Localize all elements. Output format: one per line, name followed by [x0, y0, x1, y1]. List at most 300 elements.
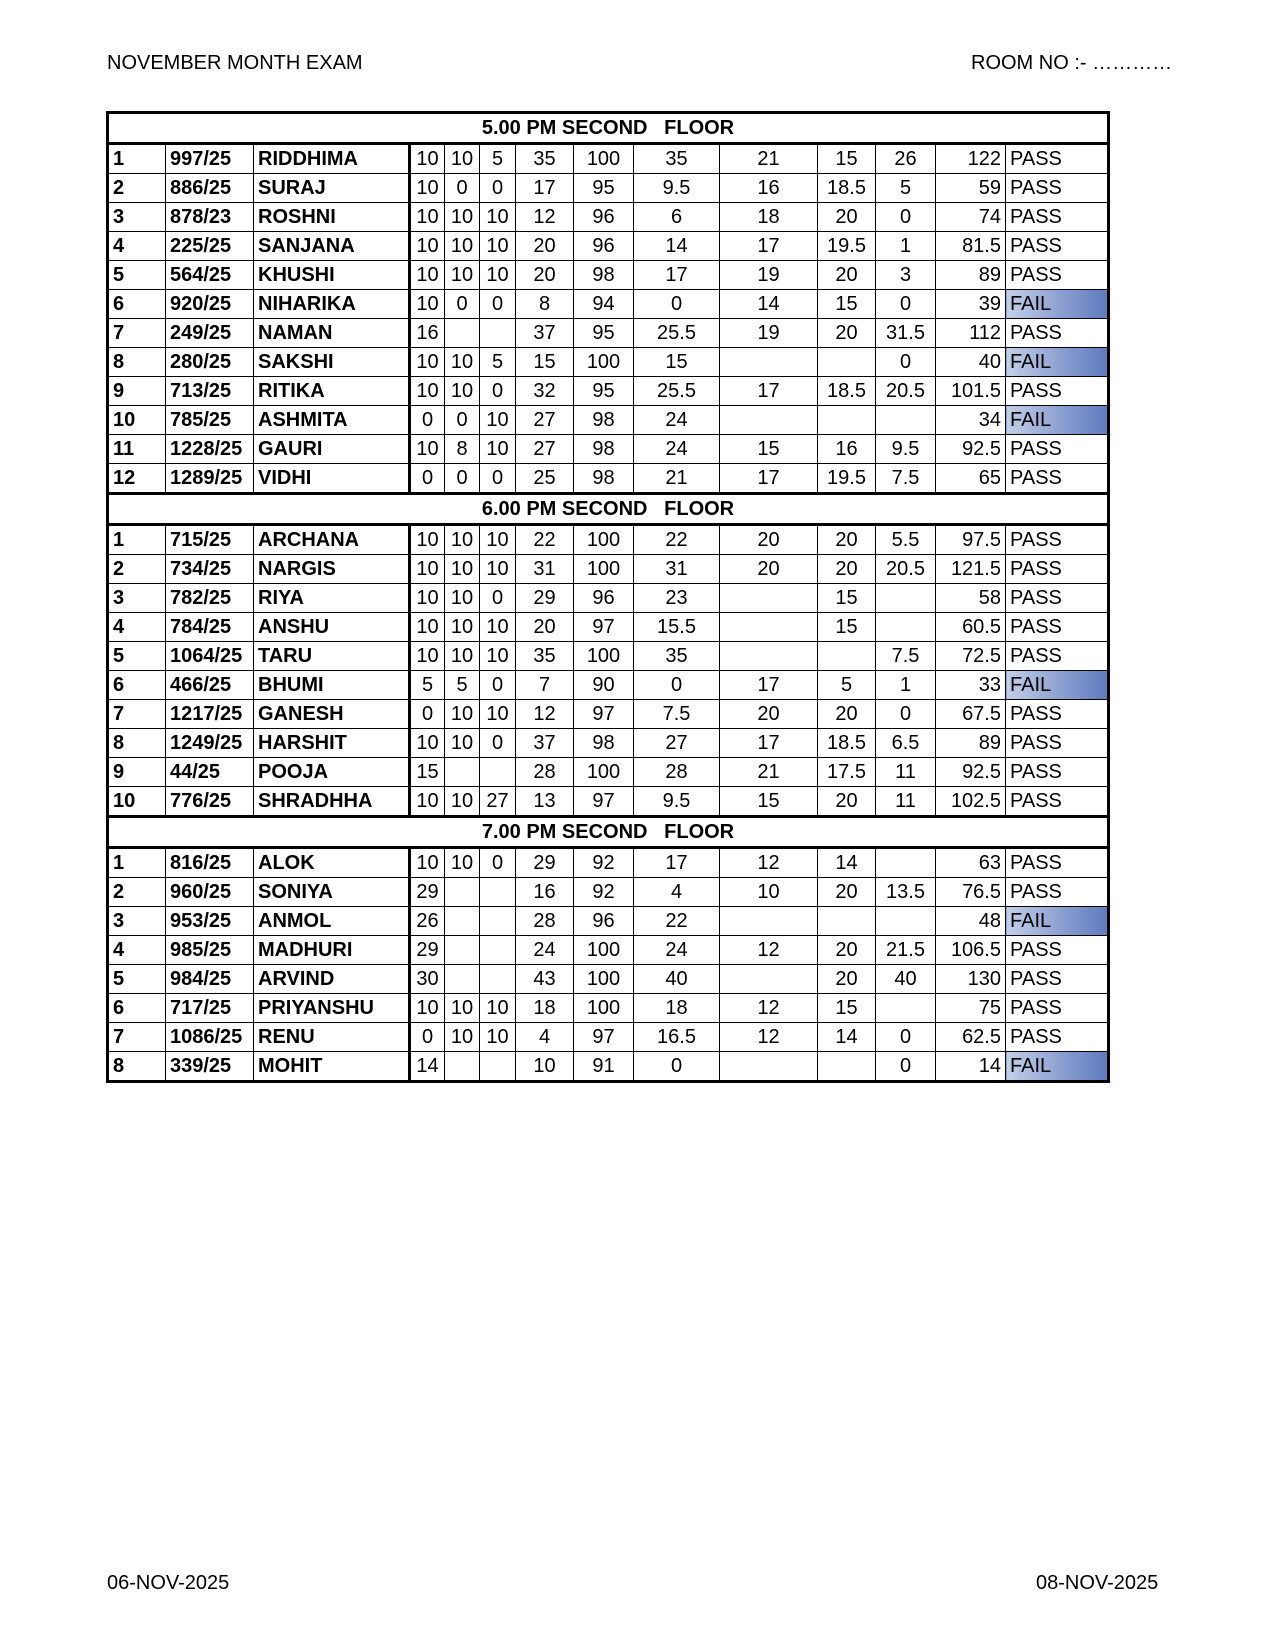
mark-7-cell: 10	[720, 878, 818, 907]
mark-5-cell: 96	[574, 232, 634, 261]
mark-7-cell	[720, 613, 818, 642]
mark-5-cell: 100	[574, 555, 634, 584]
mark-1-cell: 10	[410, 203, 445, 232]
mark-2-cell: 10	[445, 613, 480, 642]
mark-4-cell: 18	[516, 994, 574, 1023]
roll-no-cell: 249/25	[166, 319, 254, 348]
roll-no-cell: 776/25	[166, 787, 254, 817]
result-cell: PASS	[1006, 758, 1109, 787]
roll-no-cell: 717/25	[166, 994, 254, 1023]
mark-7-cell: 12	[720, 848, 818, 878]
mark-6-cell: 24	[634, 406, 720, 435]
table-row	[108, 464, 1109, 494]
student-name-cell: ARCHANA	[254, 525, 410, 555]
mark-6-cell: 35	[634, 144, 720, 174]
table-row	[108, 377, 1109, 406]
roll-no-cell: 1086/25	[166, 1023, 254, 1052]
mark-3-cell: 0	[480, 464, 516, 494]
mark-7-cell: 17	[720, 377, 818, 406]
roll-no-cell: 1289/25	[166, 464, 254, 494]
mark-1-cell: 0	[410, 1023, 445, 1052]
mark-8-cell: 18.5	[818, 729, 876, 758]
mark-5-cell: 96	[574, 203, 634, 232]
mark-9-cell: 5.5	[876, 525, 936, 555]
roll-no-cell: 280/25	[166, 348, 254, 377]
mark-4-cell: 32	[516, 377, 574, 406]
table-row	[108, 1052, 1109, 1082]
mark-4-cell: 29	[516, 584, 574, 613]
mark-4-cell: 25	[516, 464, 574, 494]
mark-6-cell: 9.5	[634, 787, 720, 817]
mark-1-cell: 29	[410, 878, 445, 907]
serial-cell: 7	[108, 700, 166, 729]
result-cell: FAIL	[1006, 406, 1109, 435]
mark-9-cell: 31.5	[876, 319, 936, 348]
mark-5-cell: 100	[574, 936, 634, 965]
result-cell: PASS	[1006, 700, 1109, 729]
table-row	[108, 525, 1109, 555]
mark-1-cell: 10	[410, 377, 445, 406]
student-name-cell: HARSHIT	[254, 729, 410, 758]
mark-5-cell: 98	[574, 729, 634, 758]
table-row	[108, 965, 1109, 994]
mark-4-cell: 7	[516, 671, 574, 700]
table-row	[108, 700, 1109, 729]
mark-8-cell: 16	[818, 435, 876, 464]
mark-4-cell: 22	[516, 525, 574, 555]
mark-3-cell: 27	[480, 787, 516, 817]
mark-1-cell: 10	[410, 144, 445, 174]
mark-5-cell: 100	[574, 965, 634, 994]
section-header-row	[108, 113, 1109, 144]
serial-cell: 6	[108, 994, 166, 1023]
student-name-cell: RIDDHIMA	[254, 144, 410, 174]
roll-no-cell: 953/25	[166, 907, 254, 936]
serial-cell: 4	[108, 936, 166, 965]
mark-7-cell	[720, 406, 818, 435]
mark-6-cell: 40	[634, 965, 720, 994]
mark-8-cell: 5	[818, 671, 876, 700]
mark-1-cell: 10	[410, 348, 445, 377]
mark-9-cell	[876, 994, 936, 1023]
mark-7-cell	[720, 1052, 818, 1082]
result-cell: PASS	[1006, 729, 1109, 758]
mark-2-cell: 10	[445, 261, 480, 290]
result-cell: PASS	[1006, 642, 1109, 671]
result-cell: PASS	[1006, 203, 1109, 232]
mark-5-cell: 100	[574, 642, 634, 671]
student-name-cell: POOJA	[254, 758, 410, 787]
mark-7-cell: 14	[720, 290, 818, 319]
mark-9-cell: 11	[876, 758, 936, 787]
mark-6-cell: 0	[634, 671, 720, 700]
mark-3-cell: 0	[480, 174, 516, 203]
student-name-cell: RITIKA	[254, 377, 410, 406]
roll-no-cell: 985/25	[166, 936, 254, 965]
total-cell: 72.5	[936, 642, 1006, 671]
mark-2-cell: 10	[445, 377, 480, 406]
start-date: 06-NOV-2025	[107, 1572, 230, 1594]
mark-3-cell	[480, 878, 516, 907]
mark-5-cell: 95	[574, 319, 634, 348]
mark-7-cell: 17	[720, 729, 818, 758]
mark-8-cell: 20	[818, 555, 876, 584]
serial-cell: 2	[108, 174, 166, 203]
mark-4-cell: 8	[516, 290, 574, 319]
total-cell: 122	[936, 144, 1006, 174]
mark-2-cell: 10	[445, 232, 480, 261]
mark-6-cell: 25.5	[634, 377, 720, 406]
mark-6-cell: 23	[634, 584, 720, 613]
total-cell: 59	[936, 174, 1006, 203]
mark-2-cell: 5	[445, 671, 480, 700]
mark-6-cell: 6	[634, 203, 720, 232]
serial-cell: 8	[108, 729, 166, 758]
mark-2-cell: 10	[445, 994, 480, 1023]
table-row	[108, 203, 1109, 232]
mark-6-cell: 7.5	[634, 700, 720, 729]
mark-1-cell: 10	[410, 174, 445, 203]
mark-4-cell: 20	[516, 613, 574, 642]
result-cell: FAIL	[1006, 290, 1109, 319]
total-cell: 40	[936, 348, 1006, 377]
mark-9-cell: 1	[876, 232, 936, 261]
roll-no-cell: 1249/25	[166, 729, 254, 758]
mark-5-cell: 100	[574, 994, 634, 1023]
total-cell: 89	[936, 729, 1006, 758]
section-title: 7.00 PM SECOND FLOOR	[108, 817, 1109, 848]
roll-no-cell: 785/25	[166, 406, 254, 435]
mark-5-cell: 97	[574, 700, 634, 729]
total-cell: 130	[936, 965, 1006, 994]
student-name-cell: SURAJ	[254, 174, 410, 203]
mark-5-cell: 91	[574, 1052, 634, 1082]
mark-4-cell: 35	[516, 642, 574, 671]
result-cell: FAIL	[1006, 671, 1109, 700]
mark-1-cell: 10	[410, 729, 445, 758]
mark-8-cell: 20	[818, 261, 876, 290]
mark-9-cell: 13.5	[876, 878, 936, 907]
total-cell: 14	[936, 1052, 1006, 1082]
total-cell: 121.5	[936, 555, 1006, 584]
mark-2-cell: 10	[445, 700, 480, 729]
mark-9-cell	[876, 584, 936, 613]
mark-4-cell: 15	[516, 348, 574, 377]
mark-2-cell: 10	[445, 848, 480, 878]
roll-no-cell: 816/25	[166, 848, 254, 878]
table-row	[108, 406, 1109, 435]
mark-7-cell	[720, 584, 818, 613]
marks-table-body	[108, 113, 1109, 1082]
serial-cell: 1	[108, 848, 166, 878]
mark-5-cell: 100	[574, 525, 634, 555]
mark-2-cell: 0	[445, 290, 480, 319]
mark-7-cell: 12	[720, 994, 818, 1023]
mark-5-cell: 90	[574, 671, 634, 700]
mark-1-cell: 10	[410, 435, 445, 464]
room-number-label: ROOM NO :- …………	[971, 52, 1173, 74]
roll-no-cell: 984/25	[166, 965, 254, 994]
total-cell: 81.5	[936, 232, 1006, 261]
mark-1-cell: 26	[410, 907, 445, 936]
student-name-cell: KHUSHI	[254, 261, 410, 290]
mark-3-cell: 5	[480, 348, 516, 377]
roll-no-cell: 878/23	[166, 203, 254, 232]
mark-4-cell: 43	[516, 965, 574, 994]
mark-6-cell: 21	[634, 464, 720, 494]
mark-9-cell	[876, 848, 936, 878]
student-name-cell: SHRADHHA	[254, 787, 410, 817]
mark-4-cell: 10	[516, 1052, 574, 1082]
mark-8-cell: 14	[818, 1023, 876, 1052]
mark-3-cell: 0	[480, 671, 516, 700]
mark-2-cell: 10	[445, 203, 480, 232]
roll-no-cell: 734/25	[166, 555, 254, 584]
mark-6-cell: 0	[634, 1052, 720, 1082]
mark-9-cell: 21.5	[876, 936, 936, 965]
table-row	[108, 848, 1109, 878]
mark-9-cell: 40	[876, 965, 936, 994]
roll-no-cell: 1228/25	[166, 435, 254, 464]
mark-2-cell: 0	[445, 406, 480, 435]
mark-4-cell: 31	[516, 555, 574, 584]
mark-9-cell: 5	[876, 174, 936, 203]
mark-8-cell: 15	[818, 613, 876, 642]
student-name-cell: BHUMI	[254, 671, 410, 700]
mark-1-cell: 10	[410, 613, 445, 642]
mark-3-cell: 0	[480, 729, 516, 758]
mark-6-cell: 17	[634, 261, 720, 290]
serial-cell: 12	[108, 464, 166, 494]
section-header-row	[108, 817, 1109, 848]
mark-9-cell: 0	[876, 1052, 936, 1082]
total-cell: 74	[936, 203, 1006, 232]
roll-no-cell: 997/25	[166, 144, 254, 174]
serial-cell: 10	[108, 787, 166, 817]
result-cell: PASS	[1006, 936, 1109, 965]
serial-cell: 3	[108, 203, 166, 232]
mark-5-cell: 98	[574, 406, 634, 435]
mark-8-cell: 15	[818, 994, 876, 1023]
mark-1-cell: 10	[410, 584, 445, 613]
serial-cell: 5	[108, 261, 166, 290]
mark-5-cell: 100	[574, 348, 634, 377]
result-cell: PASS	[1006, 878, 1109, 907]
table-row	[108, 144, 1109, 174]
roll-no-cell: 1064/25	[166, 642, 254, 671]
result-cell: PASS	[1006, 174, 1109, 203]
total-cell: 60.5	[936, 613, 1006, 642]
student-name-cell: ALOK	[254, 848, 410, 878]
mark-8-cell: 20	[818, 965, 876, 994]
mark-3-cell: 10	[480, 406, 516, 435]
mark-5-cell: 94	[574, 290, 634, 319]
mark-2-cell: 10	[445, 642, 480, 671]
roll-no-cell: 886/25	[166, 174, 254, 203]
mark-9-cell: 3	[876, 261, 936, 290]
result-cell: PASS	[1006, 319, 1109, 348]
mark-6-cell: 27	[634, 729, 720, 758]
mark-9-cell	[876, 907, 936, 936]
student-name-cell: SONIYA	[254, 878, 410, 907]
mark-4-cell: 20	[516, 232, 574, 261]
serial-cell: 2	[108, 878, 166, 907]
mark-9-cell: 0	[876, 203, 936, 232]
table-row	[108, 758, 1109, 787]
mark-3-cell: 10	[480, 261, 516, 290]
mark-9-cell: 20.5	[876, 555, 936, 584]
total-cell: 62.5	[936, 1023, 1006, 1052]
mark-7-cell	[720, 642, 818, 671]
mark-3-cell: 10	[480, 642, 516, 671]
result-cell: FAIL	[1006, 348, 1109, 377]
serial-cell: 3	[108, 584, 166, 613]
mark-5-cell: 97	[574, 613, 634, 642]
mark-2-cell: 8	[445, 435, 480, 464]
mark-7-cell: 12	[720, 1023, 818, 1052]
mark-8-cell: 17.5	[818, 758, 876, 787]
mark-5-cell: 95	[574, 174, 634, 203]
mark-8-cell: 15	[818, 584, 876, 613]
total-cell: 39	[936, 290, 1006, 319]
mark-6-cell: 4	[634, 878, 720, 907]
total-cell: 67.5	[936, 700, 1006, 729]
serial-cell: 5	[108, 965, 166, 994]
mark-8-cell: 18.5	[818, 174, 876, 203]
mark-9-cell: 0	[876, 700, 936, 729]
mark-7-cell: 19	[720, 319, 818, 348]
table-row	[108, 936, 1109, 965]
mark-9-cell: 7.5	[876, 464, 936, 494]
mark-3-cell: 10	[480, 232, 516, 261]
mark-8-cell: 19.5	[818, 464, 876, 494]
result-cell: PASS	[1006, 994, 1109, 1023]
serial-cell: 1	[108, 525, 166, 555]
serial-cell: 4	[108, 613, 166, 642]
mark-6-cell: 22	[634, 907, 720, 936]
mark-5-cell: 97	[574, 1023, 634, 1052]
total-cell: 89	[936, 261, 1006, 290]
mark-5-cell: 95	[574, 377, 634, 406]
result-cell: PASS	[1006, 144, 1109, 174]
end-date: 08-NOV-2025	[1036, 1572, 1159, 1594]
mark-1-cell: 0	[410, 406, 445, 435]
mark-3-cell	[480, 965, 516, 994]
mark-9-cell: 9.5	[876, 435, 936, 464]
mark-5-cell: 97	[574, 787, 634, 817]
mark-9-cell: 11	[876, 787, 936, 817]
mark-4-cell: 37	[516, 729, 574, 758]
mark-8-cell: 20	[818, 878, 876, 907]
mark-2-cell: 0	[445, 174, 480, 203]
mark-2-cell	[445, 965, 480, 994]
serial-cell: 9	[108, 758, 166, 787]
table-row	[108, 878, 1109, 907]
mark-6-cell: 15.5	[634, 613, 720, 642]
mark-2-cell	[445, 1052, 480, 1082]
mark-8-cell	[818, 406, 876, 435]
mark-8-cell: 14	[818, 848, 876, 878]
mark-9-cell: 6.5	[876, 729, 936, 758]
serial-cell: 8	[108, 348, 166, 377]
total-cell: 106.5	[936, 936, 1006, 965]
result-cell: PASS	[1006, 464, 1109, 494]
mark-7-cell	[720, 965, 818, 994]
mark-6-cell: 24	[634, 435, 720, 464]
mark-6-cell: 15	[634, 348, 720, 377]
mark-7-cell: 18	[720, 203, 818, 232]
student-name-cell: VIDHI	[254, 464, 410, 494]
student-name-cell: SANJANA	[254, 232, 410, 261]
mark-7-cell	[720, 348, 818, 377]
mark-4-cell: 37	[516, 319, 574, 348]
student-name-cell: TARU	[254, 642, 410, 671]
serial-cell: 11	[108, 435, 166, 464]
mark-3-cell: 10	[480, 994, 516, 1023]
table-row	[108, 671, 1109, 700]
serial-cell: 8	[108, 1052, 166, 1082]
mark-6-cell: 28	[634, 758, 720, 787]
serial-cell: 5	[108, 642, 166, 671]
table-row	[108, 555, 1109, 584]
mark-6-cell: 35	[634, 642, 720, 671]
mark-1-cell: 10	[410, 787, 445, 817]
mark-1-cell: 10	[410, 642, 445, 671]
exam-title: NOVEMBER MONTH EXAM	[107, 52, 363, 74]
roll-no-cell: 784/25	[166, 613, 254, 642]
mark-6-cell: 17	[634, 848, 720, 878]
result-cell: PASS	[1006, 555, 1109, 584]
mark-7-cell: 12	[720, 936, 818, 965]
table-row	[108, 319, 1109, 348]
table-row	[108, 994, 1109, 1023]
total-cell: 34	[936, 406, 1006, 435]
mark-6-cell: 16.5	[634, 1023, 720, 1052]
mark-8-cell	[818, 1052, 876, 1082]
mark-5-cell: 100	[574, 758, 634, 787]
mark-1-cell: 10	[410, 848, 445, 878]
mark-4-cell: 16	[516, 878, 574, 907]
mark-3-cell: 5	[480, 144, 516, 174]
table-row	[108, 290, 1109, 319]
mark-9-cell: 0	[876, 290, 936, 319]
mark-2-cell	[445, 907, 480, 936]
mark-3-cell: 10	[480, 1023, 516, 1052]
total-cell: 112	[936, 319, 1006, 348]
mark-9-cell: 0	[876, 1023, 936, 1052]
mark-3-cell: 0	[480, 584, 516, 613]
mark-5-cell: 92	[574, 878, 634, 907]
total-cell: 33	[936, 671, 1006, 700]
serial-cell: 7	[108, 319, 166, 348]
roll-no-cell: 782/25	[166, 584, 254, 613]
total-cell: 101.5	[936, 377, 1006, 406]
mark-3-cell: 10	[480, 203, 516, 232]
mark-7-cell: 21	[720, 758, 818, 787]
student-name-cell: GANESH	[254, 700, 410, 729]
mark-8-cell	[818, 907, 876, 936]
mark-7-cell: 20	[720, 525, 818, 555]
student-name-cell: GAURI	[254, 435, 410, 464]
mark-6-cell: 18	[634, 994, 720, 1023]
serial-cell: 3	[108, 907, 166, 936]
mark-1-cell: 10	[410, 994, 445, 1023]
roll-no-cell: 920/25	[166, 290, 254, 319]
mark-6-cell: 31	[634, 555, 720, 584]
result-cell: PASS	[1006, 613, 1109, 642]
mark-3-cell	[480, 907, 516, 936]
result-cell: PASS	[1006, 584, 1109, 613]
